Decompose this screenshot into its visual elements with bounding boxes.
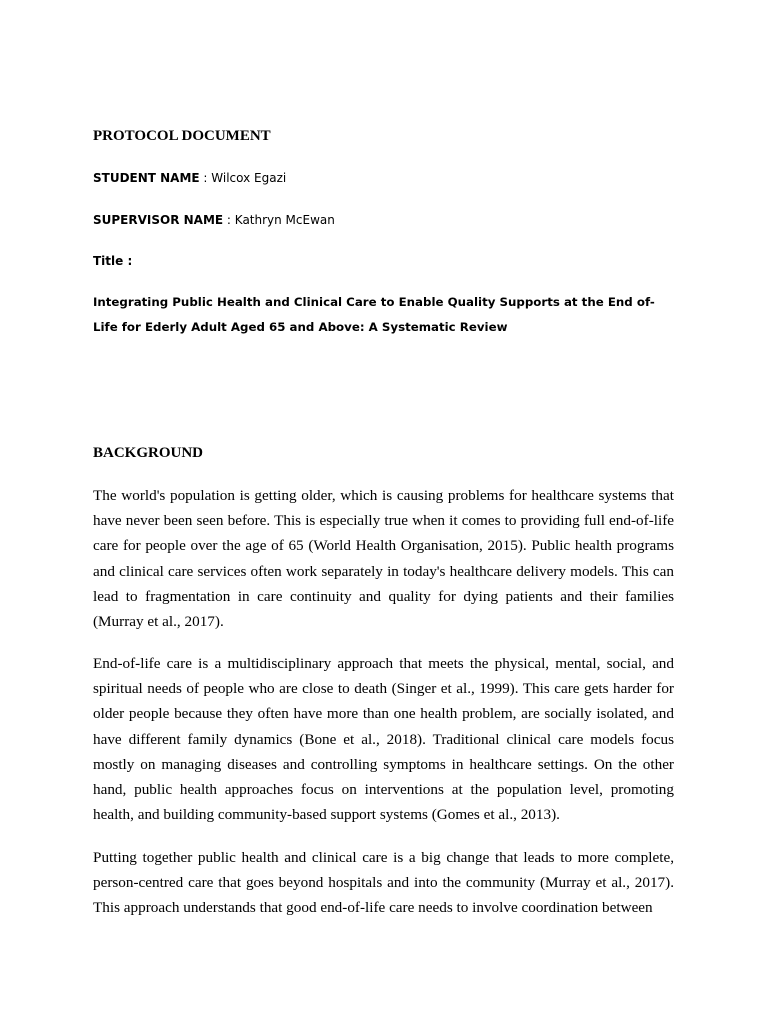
supervisor-name-label: SUPERVISOR NAME (93, 213, 224, 227)
supervisor-name-line (93, 213, 335, 227)
supervisor-name-value: Kathryn McEwan (234, 213, 335, 227)
body-paragraph: Putting together public health and clinical care is a big change that leads to more complete, person-centred care that goes beyond hospitals and into the community (Murray et al., 2017). This approach understands that good end-of-life care needs to involve coordination between (93, 849, 674, 917)
body-paragraph: End-of-life care is a multidisciplinary approach that meets the physical, mental, social, and spiritual needs of people who are close to death (Singer et al., 1999). This care gets harder for older people because they often have more than one health problem, are socially isolated, and have different family dynamics (Bone et al., 2018). Traditional clinical care models focus mostly on managing diseases and controlling symptoms in healthcare settings. On the other hand, public health approaches focus on interventions at the population level, promoting health, and building community-based support systems (Gomes et al., 2013). (93, 655, 674, 824)
title-label: Title : (93, 254, 133, 268)
section-heading: BACKGROUND (93, 445, 204, 461)
student-name-line (93, 171, 286, 185)
review-title: Integrating Public Health and Clinical Care to Enable Quality Supports at the End of-Life for Ederly Adult Aged 65 and Above: A Systematic Review (93, 295, 655, 334)
supervisor-name-separator: : (223, 213, 235, 227)
student-name-value: Wilcox Egazi (211, 171, 287, 185)
document-heading: PROTOCOL DOCUMENT (93, 128, 271, 144)
body-paragraph: The world's population is getting older, which is causing problems for healthcare systems that have never been seen before. This is especially true when it comes to providing full end-of-life care for people over the age of 65 (World Health Organisation, 2015). Public health programs and clinical care services often work separately in today's healthcare delivery models. This can lead to fragmentation in care continuity and quality for dying patients and their families (Murray et al., 2017). (93, 487, 674, 631)
student-name-label: STUDENT NAME (93, 171, 200, 185)
student-name-separator: : (199, 171, 212, 185)
